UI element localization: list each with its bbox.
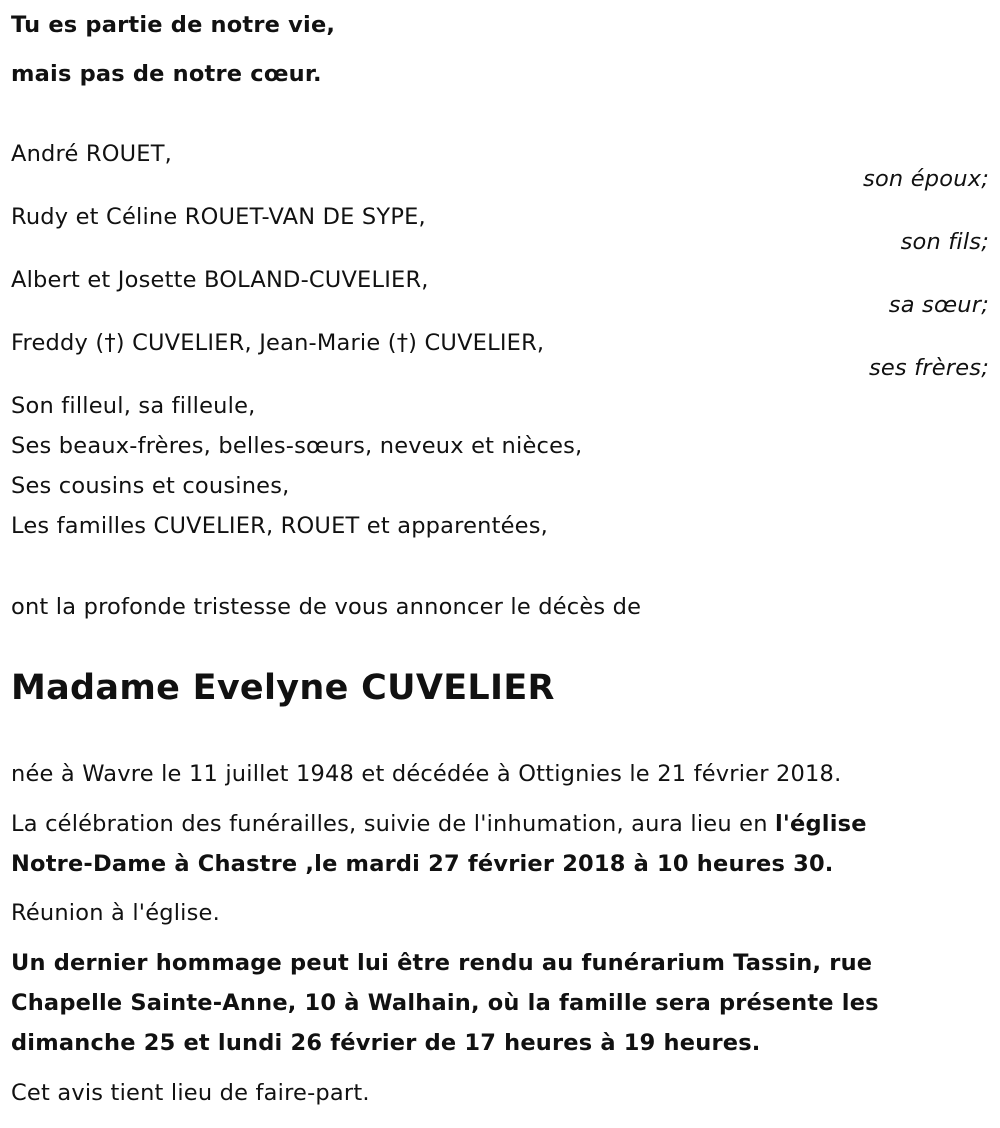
family-member-relation: son époux; <box>863 166 989 192</box>
epigraph-line-2: mais pas de notre cœur. <box>11 61 322 87</box>
footer-text: Cet avis tient lieu de faire-part. <box>11 1080 370 1106</box>
announcement-text: ont la profonde tristesse de vous annoncer le décès de <box>11 594 642 620</box>
ceremony-plain-text: La célébration des funérailles, suivie de l'inhumation, aura lieu en <box>11 811 768 837</box>
family-member-name: André ROUET, <box>11 141 173 167</box>
meeting-text: Réunion à l'église. <box>11 900 220 926</box>
tribute-line: dimanche 25 et lundi 26 février de 17 heures à 19 heures. <box>11 1030 761 1056</box>
birth-death-text: née à Wavre le 11 juillet 1948 et décédée à Ottignies le 21 février 2018. <box>11 761 842 787</box>
extended-family-line: Les familles CUVELIER, ROUET et apparentées, <box>11 513 548 539</box>
tribute-line: Chapelle Sainte-Anne, 10 à Walhain, où la famille sera présente les <box>11 990 879 1016</box>
family-member-name: Albert et Josette BOLAND-CUVELIER, <box>11 267 429 293</box>
ceremony-location-start: l'église <box>775 811 867 837</box>
family-member-relation: son fils; <box>900 229 989 255</box>
ceremony-text <box>11 811 867 837</box>
extended-family-line: Son filleul, sa filleule, <box>11 393 256 419</box>
tribute-line: Un dernier hommage peut lui être rendu au funérarium Tassin, rue <box>11 950 873 976</box>
family-member-name: Freddy (†) CUVELIER, Jean-Marie (†) CUVELIER, <box>11 330 545 356</box>
family-member-name: Rudy et Céline ROUET-VAN DE SYPE, <box>11 204 426 230</box>
ceremony-location-datetime: Notre-Dame à Chastre ,le mardi 27 février 2018 à 10 heures 30. <box>11 851 834 877</box>
extended-family-line: Ses cousins et cousines, <box>11 473 290 499</box>
extended-family-line: Ses beaux-frères, belles-sœurs, neveux et nièces, <box>11 433 583 459</box>
epigraph-line-1: Tu es partie de notre vie, <box>11 12 336 38</box>
family-member-relation: sa sœur; <box>888 292 989 318</box>
deceased-name: Madame Evelyne CUVELIER <box>11 668 555 708</box>
family-member-relation: ses frères; <box>868 355 989 381</box>
